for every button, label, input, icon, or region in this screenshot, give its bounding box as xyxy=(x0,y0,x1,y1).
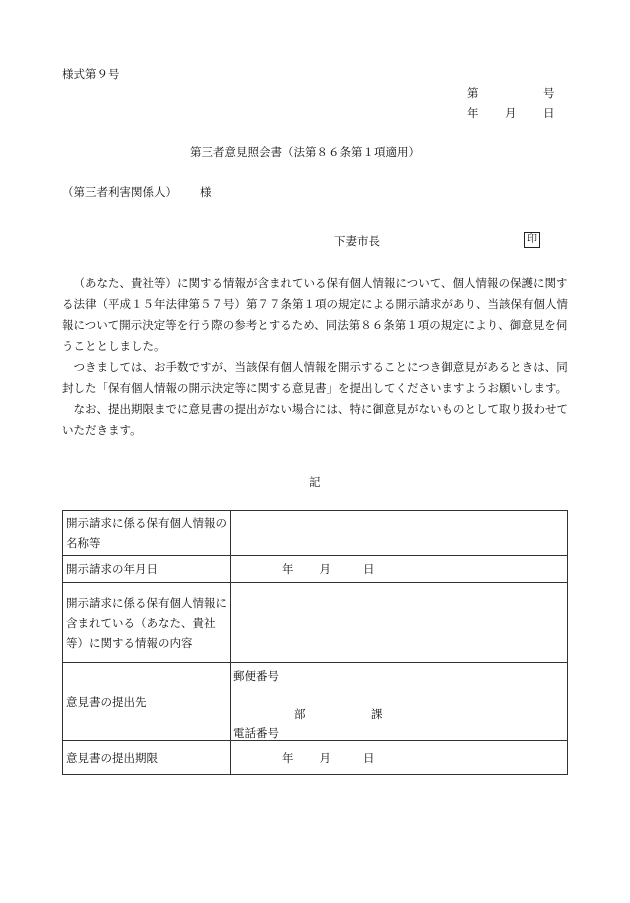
body-paragraph-2: つきましては、お手数ですが、当該保有個人情報を開示することにつき御意見があるときは、同封した「保有個人情報の開示決定等に関する意見書」を提出してくださいますようお願いします。 xyxy=(62,360,568,395)
row-label-info-content: 開示請求に係る保有個人情報に含まれている（あなた、貴社等）に関する情報の内容 xyxy=(63,583,231,663)
row-label-submission-destination: 意見書の提出先 xyxy=(63,663,231,741)
form-number: 様式第９号 xyxy=(62,67,120,81)
date-year-label: 年 xyxy=(467,106,479,120)
phone-number-label: 電話番号 xyxy=(233,726,279,740)
postal-code-label: 郵便番号 xyxy=(233,669,279,683)
document-number-suffix: 号 xyxy=(543,86,555,100)
addressee: （第三者利害関係人） xyxy=(62,185,177,199)
table-row xyxy=(63,741,568,775)
body-paragraph-1: （あなた、貴社等）に関する情報が含まれている保有個人情報について、個人情報の保護に関する法律（平成１５年法律第５７号）第７７条第１項の規定による開示請求があり、当該保有個人情報について開示決定等を行う際の参考とするため、同法第８６条第１項の規定により、御意見を伺うこととしました。 xyxy=(62,276,568,353)
deadline-month: 月 xyxy=(319,750,331,765)
row-value-info-content xyxy=(231,583,568,663)
addressee-honorific: 様 xyxy=(200,185,212,199)
body-text xyxy=(62,273,570,441)
row-label-request-date: 開示請求の年月日 xyxy=(63,556,231,583)
row-value-submission-deadline xyxy=(231,741,568,775)
table-row xyxy=(63,556,568,583)
table-row xyxy=(63,583,568,663)
row-label-submission-deadline: 意見書の提出期限 xyxy=(63,741,231,775)
info-table xyxy=(62,510,568,775)
row-value-info-name xyxy=(231,511,568,556)
deadline-day: 日 xyxy=(363,750,375,765)
row-value-request-date xyxy=(231,556,568,583)
body-paragraph-3: なお、提出期限までに意見書の提出がない場合には、特に御意見がないものとして取り扱わせていただきます。 xyxy=(62,402,568,437)
department-label: 部 xyxy=(294,707,306,721)
ki-heading: 記 xyxy=(309,475,321,489)
seal-icon xyxy=(524,232,540,248)
document-number-prefix: 第 xyxy=(467,86,479,100)
sender-name: 下妻市長 xyxy=(334,234,380,248)
section-label: 課 xyxy=(371,707,383,721)
deadline-year: 年 xyxy=(282,750,294,765)
table-row xyxy=(63,663,568,741)
request-date-month: 月 xyxy=(319,562,331,576)
row-value-submission-destination xyxy=(231,663,568,741)
row-label-info-name: 開示請求に係る保有個人情報の名称等 xyxy=(63,511,231,556)
document-title: 第三者意見照会書（法第８６条第１項適用） xyxy=(190,145,420,159)
table-row xyxy=(63,511,568,556)
date-day-label: 日 xyxy=(543,106,555,120)
request-date-year: 年 xyxy=(282,562,294,576)
seal-char: 印 xyxy=(527,234,537,245)
request-date-day: 日 xyxy=(363,562,375,576)
date-month-label: 月 xyxy=(505,106,517,120)
